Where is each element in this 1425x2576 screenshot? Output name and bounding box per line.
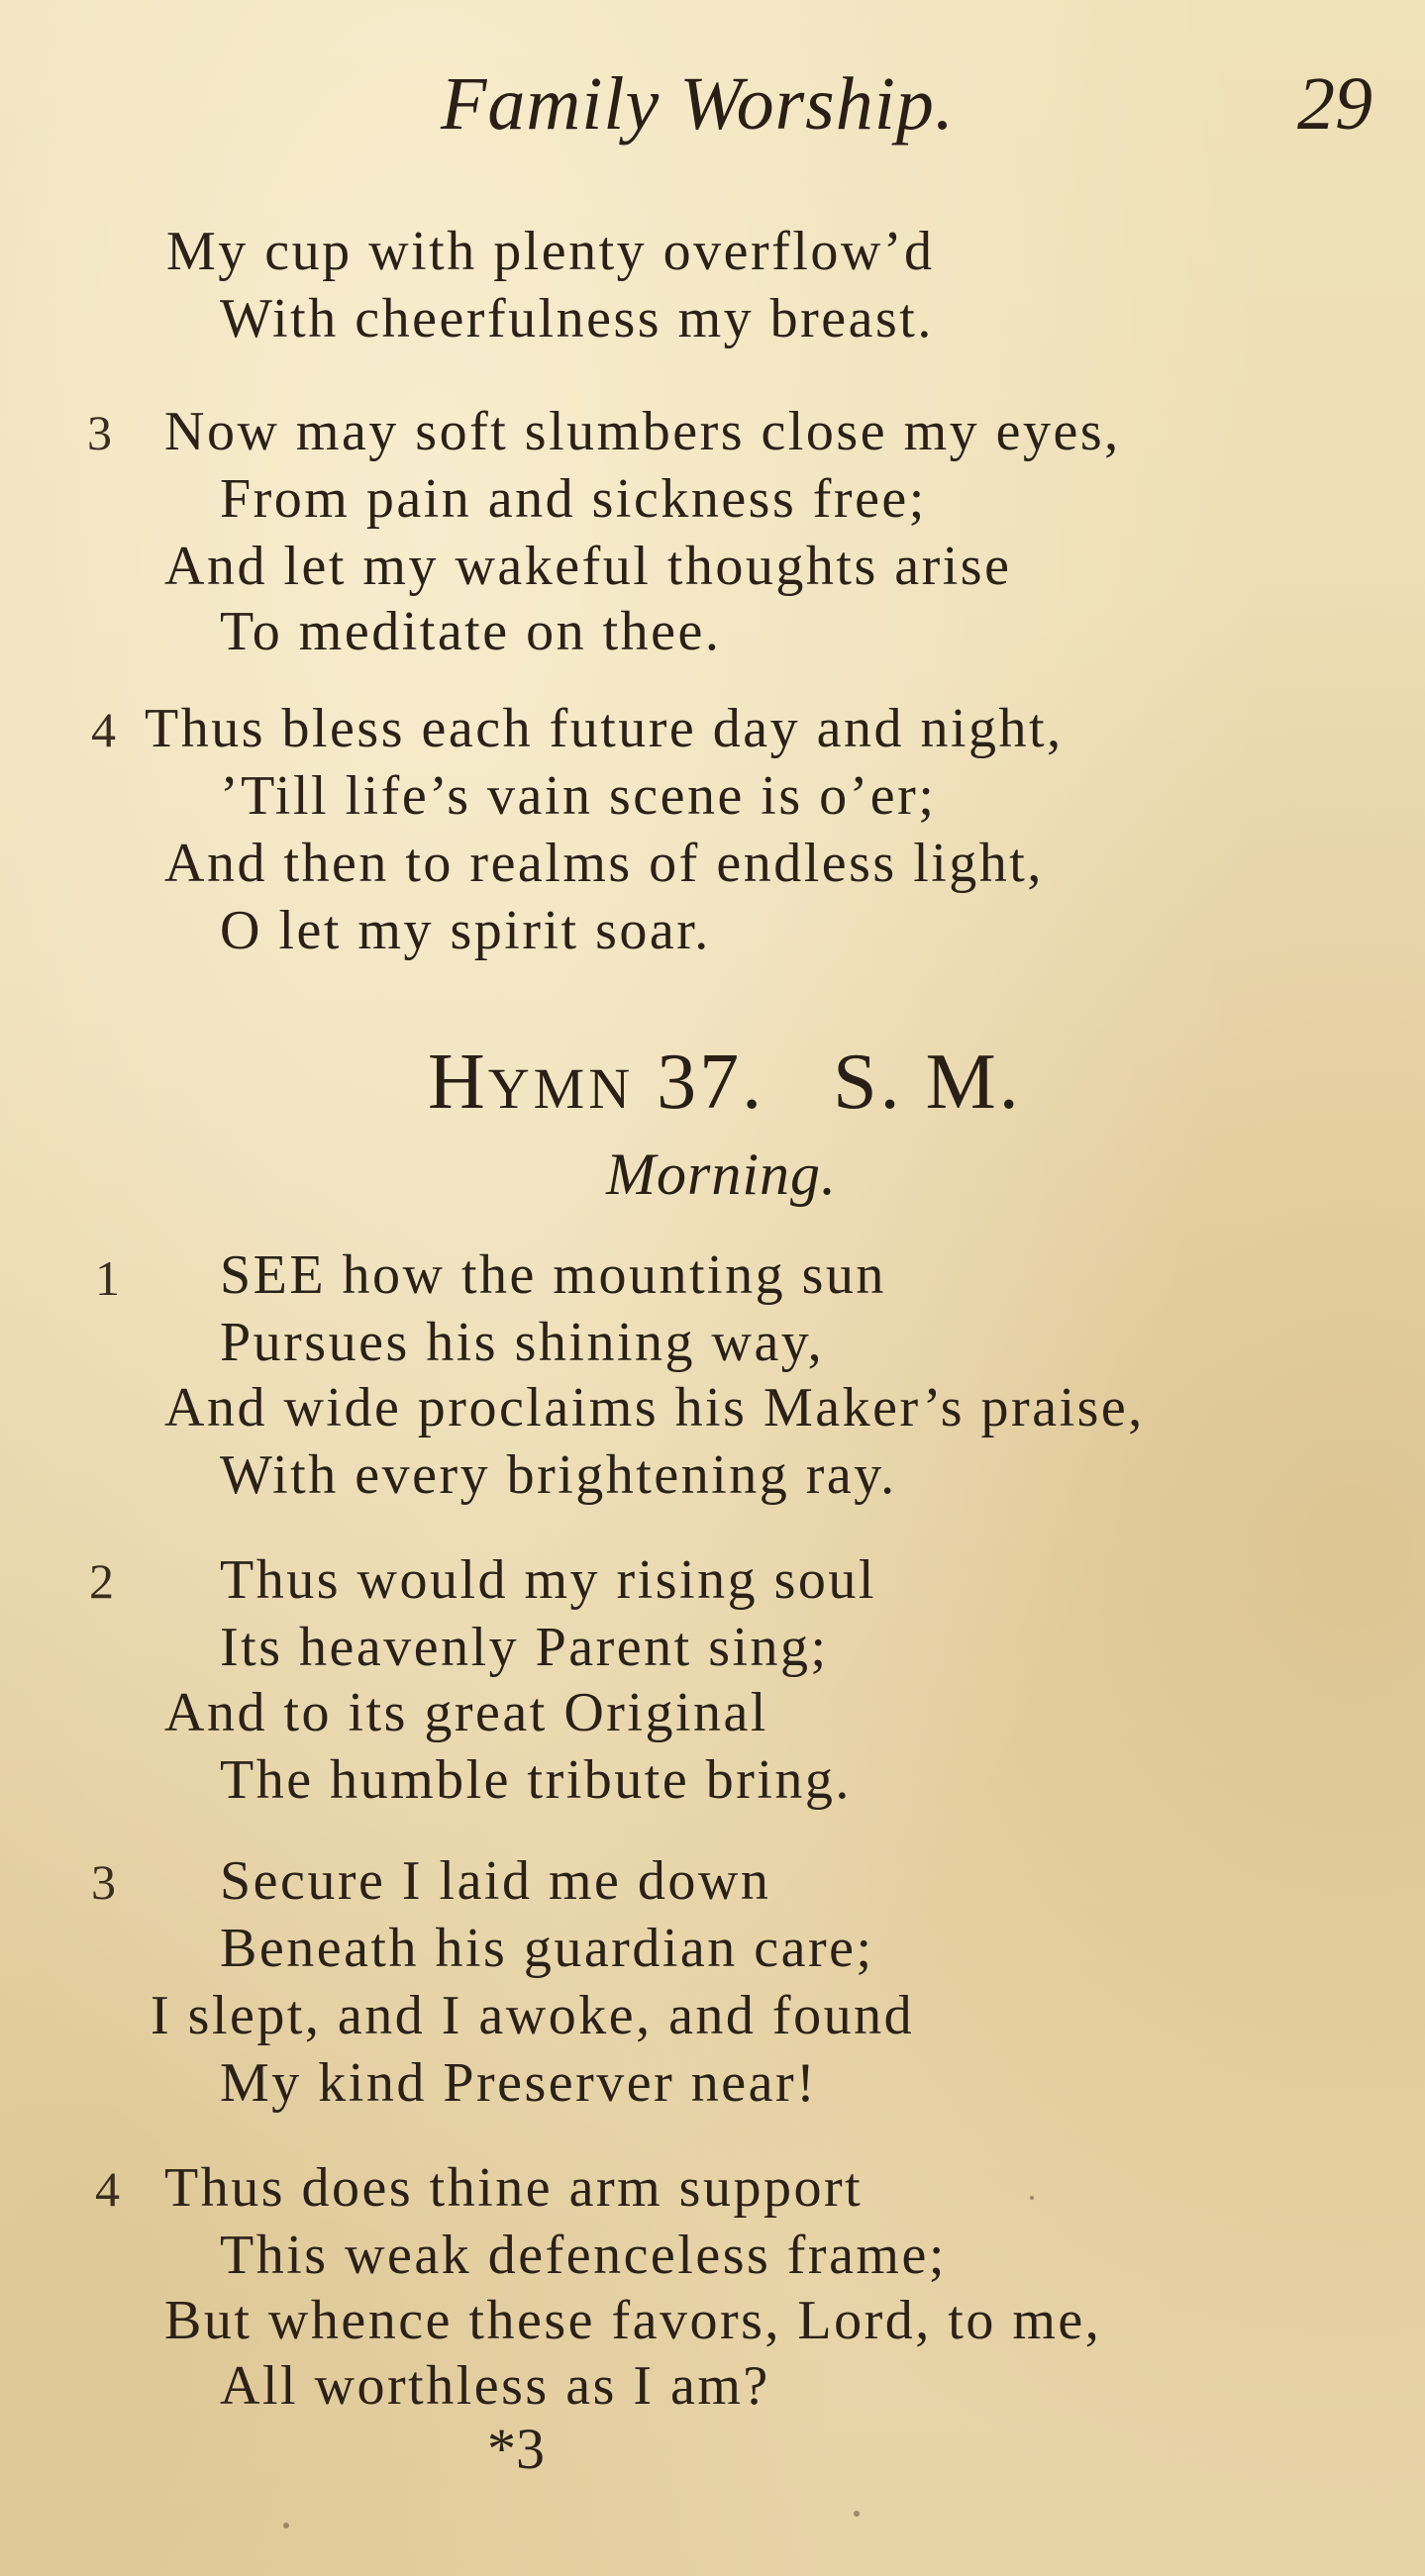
- verse-line: Thus bless each future day and night,: [145, 698, 1064, 759]
- verse-line: All worthless as I am?: [220, 2355, 770, 2417]
- page-number: 29: [1297, 62, 1373, 146]
- verse-line: Now may soft slumbers close my eyes,: [164, 401, 1121, 462]
- verse-line: And to its great Original: [164, 1682, 768, 1743]
- hymn-heading-number-meter: 37. S. M.: [634, 1039, 1022, 1126]
- verse-line: Secure I laid me down: [220, 1850, 771, 1912]
- verse-line: Beneath his guardian care;: [220, 1918, 874, 1979]
- hymn-subtitle: Morning.: [606, 1141, 837, 1207]
- verse-number: 3: [91, 1854, 116, 1910]
- verse-line: ’Till life’s vain scene is o’er;: [220, 765, 937, 827]
- verse-number: 2: [89, 1553, 114, 1609]
- verse-line: With every brightening ray.: [220, 1444, 897, 1506]
- verse-line: The humble tribute bring.: [220, 1749, 852, 1811]
- hymn-heading-cap: H: [428, 1039, 488, 1126]
- verse-line: From pain and sickness free;: [220, 468, 927, 530]
- verse-line: But whence these favors, Lord, to me,: [164, 2290, 1102, 2351]
- verse-number: 4: [91, 702, 116, 757]
- verse-line: Thus does thine arm support: [164, 2157, 864, 2219]
- verse-number: 1: [95, 1250, 120, 1306]
- verse-line: Pursues his shining way,: [220, 1312, 825, 1373]
- paper-speck: [854, 2511, 860, 2517]
- signature-mark: *3: [487, 2417, 545, 2481]
- verse-line: O let my spirit soar.: [220, 900, 711, 961]
- verse-line: And wide proclaims his Maker’s praise,: [164, 1377, 1145, 1438]
- hymn-heading: [428, 1038, 1022, 1128]
- verse-line: To meditate on thee.: [220, 601, 722, 662]
- verse-line: This weak defenceless frame;: [220, 2225, 947, 2286]
- verse-line: I slept, and I awoke, and found: [151, 1985, 915, 2046]
- running-title: Family Worship.: [441, 62, 955, 146]
- verse-line: Its heavenly Parent sing;: [220, 1617, 829, 1678]
- verse-line: And then to realms of endless light,: [164, 833, 1044, 894]
- carry-over-line: My cup with plenty overflow’d: [166, 221, 935, 282]
- verse-number: 3: [87, 405, 112, 460]
- verse-line: Thus would my rising soul: [220, 1549, 876, 1611]
- paper-speck: [283, 2523, 289, 2528]
- page-header: [0, 61, 1425, 170]
- hymn-heading-smallcaps: YMN: [487, 1056, 635, 1121]
- verse-line: SEE how the mounting sun: [220, 1244, 886, 1306]
- verse-line: And let my wakeful thoughts arise: [164, 536, 1012, 597]
- paper-speck: [1030, 2196, 1034, 2200]
- verse-line: My kind Preserver near!: [220, 2052, 818, 2114]
- carry-over-line: With cheerfulness my breast.: [220, 288, 934, 349]
- verse-number: 4: [95, 2161, 120, 2217]
